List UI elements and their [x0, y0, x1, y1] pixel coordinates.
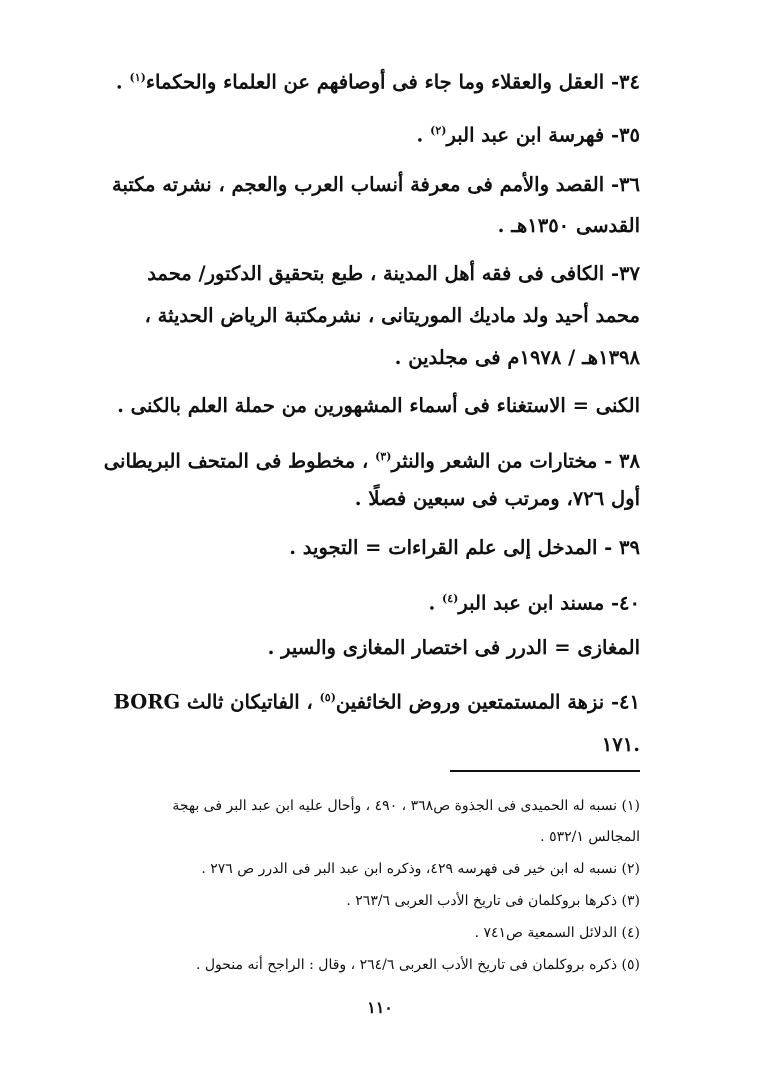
entry-39: ٣٩ - المدخل إلى علم القراءات = التجويد . — [289, 536, 640, 559]
footnote-2: (٢) نسبه له ابن خير فى فهرسه ٤٢٩، وذكره ابن عبد البر فى الدرر ص ٢٧٦ . — [201, 861, 640, 877]
page-number: ١١٠ — [367, 998, 393, 1017]
footnote-1-line-1: (١) نسبه له الحميدى فى الجذوة ص٣٦٨ ، ٤٩٠ ، وأحال عليه ابن عبد البر فى بهجة — [172, 798, 640, 814]
entry-34: ٣٤- العقل والعقلاء وما جاء فى أوصافهم عن العلماء والحكماء$^{(١)}$ . — [115, 70, 640, 94]
footnote-1-line-2: المجالس ٥٣٢/١ . — [540, 829, 640, 845]
entry-35: ٣٥- فهرسة ابن عبد البر$^{(٢)}$ . — [416, 123, 640, 147]
footnote-5: (٥) ذكره بروكلمان فى تاريخ الأدب العربى ٢٦٤/٦ ، وقال : الراجح أنه منحول . — [195, 957, 640, 973]
entry-37-line-2: محمد أحيد ولد ماديك الموريتانى ، نشرمكتبة الرياض الحديثة ، — [144, 304, 640, 327]
footnote-ref-2: (٢) — [430, 124, 447, 137]
footnote-ref-1: (١) — [129, 71, 146, 84]
entry-41-line-1: ٤١- نزهة المستمتعين وروض الخائفين$^{(٥)}$ ، الفاتيكان ثالث BORG — [113, 690, 640, 714]
footnote-ref-4: (٤) — [442, 592, 459, 605]
entry-37-line-3: ١٣٩٨هـ / ١٩٧٨م فى مجلدين . — [394, 346, 640, 369]
kuna-crossref: الكنى = الاستغناء فى أسماء المشهورين من حملة العلم بالكنى . — [117, 394, 640, 417]
footnote-3: (٣) ذكرها بروكلمان فى تاريخ الأدب العربى ٢٦٣/٦ . — [346, 893, 640, 909]
entry-41-line-2: ١٧١. — [601, 733, 640, 756]
footnote-ref-5: (٥) — [319, 691, 336, 704]
footnote-ref-3: (٣) — [375, 450, 392, 463]
entry-37-line-1: ٣٧- الكافى فى فقه أهل المدينة ، طبع بتحقيق الدكتور/ محمد — [147, 262, 640, 285]
entry-38-line-2: أول ٧٢٦، ومرتب فى سبعين فصلًا . — [354, 487, 640, 510]
footnote-4: (٤) الدلائل السمعية ص٧٤١ . — [474, 925, 640, 941]
entry-38-line-1: ٣٨ - مختارات من الشعر والنثر$^{(٣)}$ ، مخطوط فى المتحف البريطانى — [103, 449, 640, 473]
maghazi-crossref: المغازى = الدرر فى اختصار المغازى والسير . — [267, 636, 640, 659]
entry-36-line-2: القدسى ١٣٥٠هـ . — [497, 214, 640, 237]
footnote-separator — [450, 770, 640, 772]
entry-36-line-1: ٣٦- القصد والأمم فى معرفة أنساب العرب والعجم ، نشرته مكتبة — [111, 173, 640, 196]
entry-40: ٤٠- مسند ابن عبد البر$^{(٤)}$ . — [428, 591, 640, 615]
